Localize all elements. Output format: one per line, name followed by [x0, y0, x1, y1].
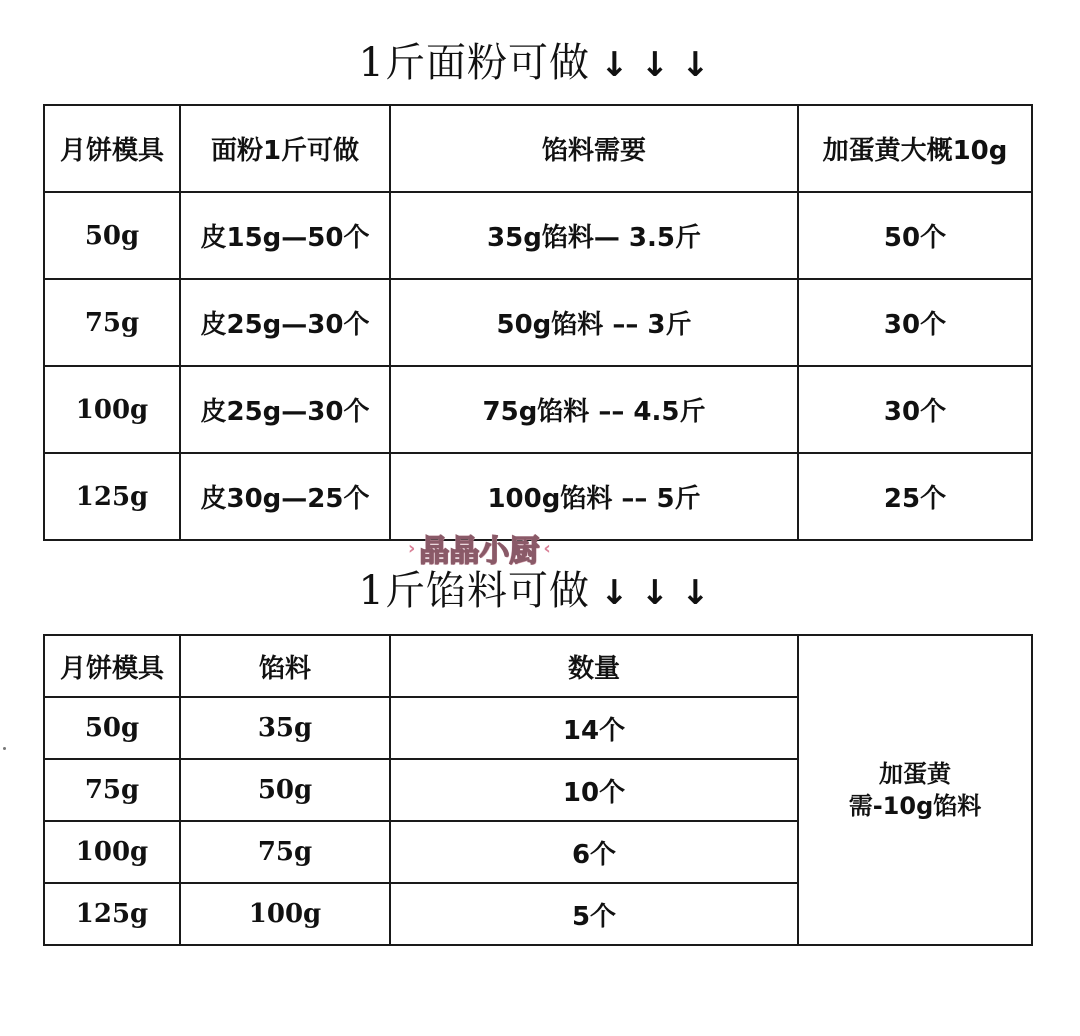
watermark-right-ornament: ‹ [543, 537, 551, 559]
cell-yolk-count: 30个 [798, 279, 1032, 366]
cell-mold: 50g [44, 192, 180, 279]
cell-yolk-count: 50个 [798, 192, 1032, 279]
cell-skin: 皮15g—50个 [180, 192, 390, 279]
header-filling-needed: 馅料需要 [390, 105, 798, 192]
header-mold: 月饼模具 [44, 635, 180, 697]
header-flour-yield: 面粉1斤可做 [180, 105, 390, 192]
cell-filling: 75g馅料 –– 4.5斤 [390, 366, 798, 453]
down-arrows-icon: ↓↓↓ [599, 45, 722, 85]
stray-dot [3, 747, 6, 750]
cell-quantity: 10个 [390, 759, 798, 821]
cell-mold: 75g [44, 759, 180, 821]
cell-skin: 皮25g—30个 [180, 366, 390, 453]
cell-mold: 100g [44, 366, 180, 453]
cell-filling: 100g [180, 883, 390, 945]
header-mold: 月饼模具 [44, 105, 180, 192]
down-arrows-icon: ↓↓↓ [599, 573, 722, 613]
cell-yolk-count: 25个 [798, 453, 1032, 540]
cell-filling: 100g馅料 –– 5斤 [390, 453, 798, 540]
yolk-note-line2: 需-10g馅料 [848, 792, 982, 820]
table-header-row [44, 635, 1032, 697]
yolk-note-cell [798, 635, 1032, 945]
table-row [44, 366, 1032, 453]
cell-mold: 125g [44, 883, 180, 945]
cell-filling: 35g [180, 697, 390, 759]
table-row [44, 279, 1032, 366]
cell-skin: 皮25g—30个 [180, 279, 390, 366]
cell-filling: 75g [180, 821, 390, 883]
cell-mold: 75g [44, 279, 180, 366]
filling-yield-table [43, 634, 1033, 946]
cell-quantity: 6个 [390, 821, 798, 883]
yolk-note-line1: 加蛋黄 [879, 760, 951, 788]
watermark-text: 晶晶小厨 [419, 534, 540, 569]
table-header-row [44, 105, 1032, 192]
flour-yield-table [43, 104, 1033, 541]
watermark-left-ornament: › [408, 537, 416, 559]
cell-filling: 50g馅料 –– 3斤 [390, 279, 798, 366]
flour-section-title [0, 38, 1080, 90]
cell-quantity: 14个 [390, 697, 798, 759]
cell-mold: 50g [44, 697, 180, 759]
cell-mold: 100g [44, 821, 180, 883]
cell-skin: 皮30g—25个 [180, 453, 390, 540]
header-quantity: 数量 [390, 635, 798, 697]
cell-mold: 125g [44, 453, 180, 540]
filling-section-title [0, 566, 1080, 618]
filling-title-text: 1斤馅料可做 [358, 568, 590, 614]
header-with-yolk: 加蛋黄大概10g [798, 105, 1032, 192]
cell-filling: 50g [180, 759, 390, 821]
table-row [44, 192, 1032, 279]
cell-filling: 35g馅料— 3.5斤 [390, 192, 798, 279]
cell-yolk-count: 30个 [798, 366, 1032, 453]
flour-title-text: 1斤面粉可做 [358, 40, 590, 86]
watermark [408, 530, 551, 569]
cell-quantity: 5个 [390, 883, 798, 945]
header-filling: 馅料 [180, 635, 390, 697]
